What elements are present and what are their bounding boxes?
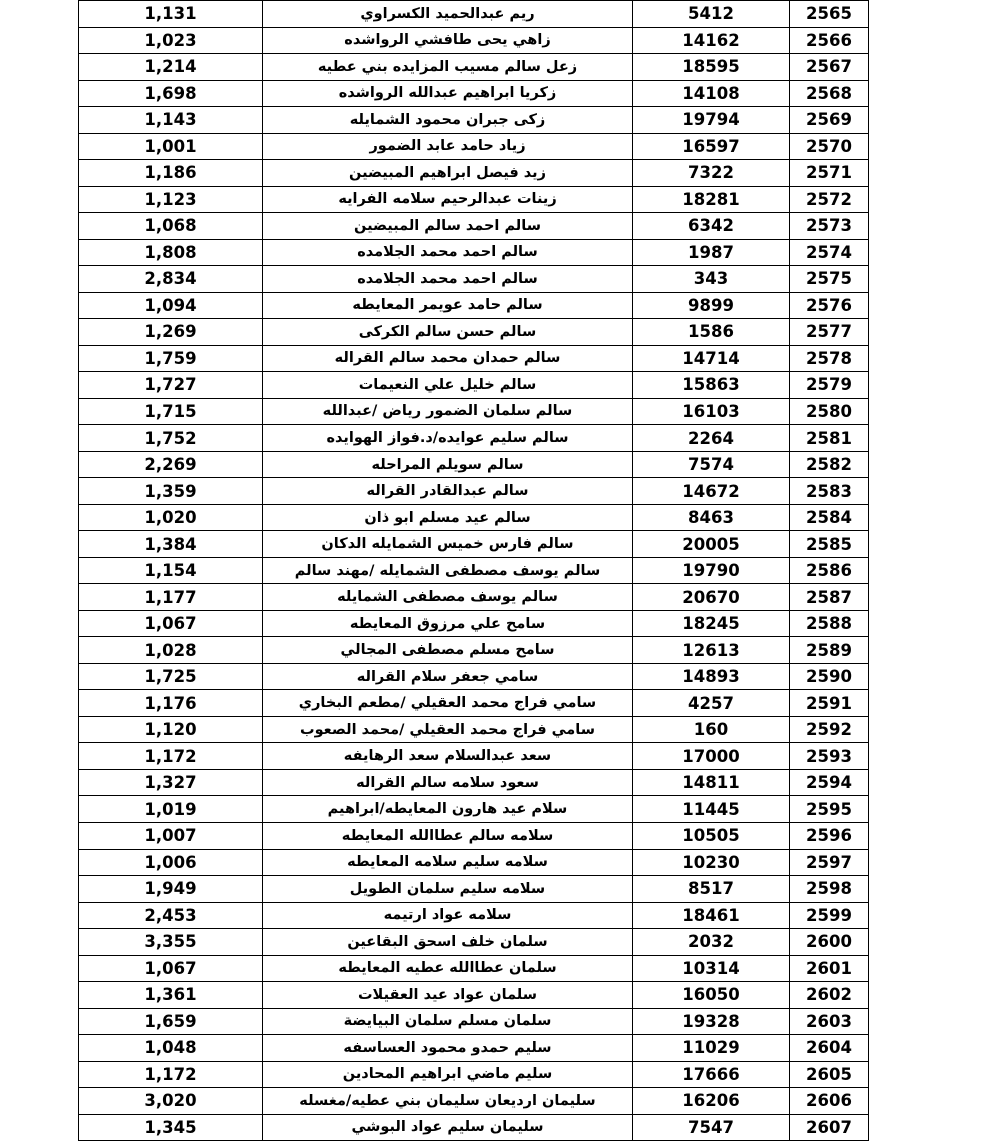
sequence-cell: 2596 xyxy=(790,822,869,849)
number-cell: 2032 xyxy=(633,929,790,956)
name-cell: سالم فارس خميس الشمايله الدكان xyxy=(263,531,633,558)
number-cell: 14811 xyxy=(633,769,790,796)
number-cell: 14162 xyxy=(633,27,790,54)
amount-cell: 1,361 xyxy=(79,982,263,1009)
sequence-cell: 2566 xyxy=(790,27,869,54)
amount-cell: 2,453 xyxy=(79,902,263,929)
table-row xyxy=(79,54,869,81)
number-cell: 16597 xyxy=(633,133,790,160)
amount-cell: 1,131 xyxy=(79,1,263,28)
number-cell: 14672 xyxy=(633,478,790,505)
amount-cell: 1,067 xyxy=(79,610,263,637)
amount-cell: 1,028 xyxy=(79,637,263,664)
name-cell: ريم عبدالحميد الكسراوي xyxy=(263,1,633,28)
name-cell: سليم ماضي ابراهيم المحادين xyxy=(263,1061,633,1088)
sequence-cell: 2565 xyxy=(790,1,869,28)
table-row xyxy=(79,451,869,478)
sequence-cell: 2568 xyxy=(790,80,869,107)
number-cell: 14714 xyxy=(633,345,790,372)
table-row xyxy=(79,213,869,240)
sequence-cell: 2575 xyxy=(790,266,869,293)
name-cell: زينات عبدالرحيم سلامه الفرايه xyxy=(263,186,633,213)
name-cell: زكريا ابراهيم عبدالله الرواشده xyxy=(263,80,633,107)
sequence-cell: 2605 xyxy=(790,1061,869,1088)
amount-cell: 1,176 xyxy=(79,690,263,717)
number-cell: 20670 xyxy=(633,584,790,611)
name-cell: سالم سويلم المراحله xyxy=(263,451,633,478)
name-cell: زيد فيصل ابراهيم المبيضين xyxy=(263,160,633,187)
sequence-cell: 2572 xyxy=(790,186,869,213)
table-row xyxy=(79,610,869,637)
number-cell: 4257 xyxy=(633,690,790,717)
name-cell: زعل سالم مسيب المزايده بني عطيه xyxy=(263,54,633,81)
table-row xyxy=(79,107,869,134)
number-cell: 1586 xyxy=(633,319,790,346)
table-row xyxy=(79,186,869,213)
table-row xyxy=(79,27,869,54)
name-cell: سالم يوسف مصطفى الشمايله /مهند سالم xyxy=(263,557,633,584)
table-row xyxy=(79,292,869,319)
amount-cell: 1,006 xyxy=(79,849,263,876)
sequence-cell: 2606 xyxy=(790,1088,869,1115)
table-row xyxy=(79,929,869,956)
amount-cell: 1,345 xyxy=(79,1114,263,1141)
number-cell: 18595 xyxy=(633,54,790,81)
name-cell: زاهي يحى طافشي الرواشده xyxy=(263,27,633,54)
name-cell: زياد حامد عابد الضمور xyxy=(263,133,633,160)
name-cell: سلامه سليم سلمان الطويل xyxy=(263,876,633,903)
table-row xyxy=(79,849,869,876)
table-row xyxy=(79,769,869,796)
name-cell: سامي فراج محمد العقيلي /محمد الصعوب xyxy=(263,716,633,743)
amount-cell: 1,172 xyxy=(79,1061,263,1088)
sequence-cell: 2607 xyxy=(790,1114,869,1141)
sequence-cell: 2597 xyxy=(790,849,869,876)
sequence-cell: 2589 xyxy=(790,637,869,664)
number-cell: 11445 xyxy=(633,796,790,823)
amount-cell: 1,186 xyxy=(79,160,263,187)
amount-cell: 1,752 xyxy=(79,425,263,452)
number-cell: 5412 xyxy=(633,1,790,28)
number-cell: 10230 xyxy=(633,849,790,876)
name-cell: سالم احمد سالم المبيضين xyxy=(263,213,633,240)
table-row xyxy=(79,266,869,293)
number-cell: 15863 xyxy=(633,372,790,399)
sequence-cell: 2593 xyxy=(790,743,869,770)
table-row xyxy=(79,982,869,1009)
name-cell: سالم حامد عويمر المعايطه xyxy=(263,292,633,319)
sequence-cell: 2600 xyxy=(790,929,869,956)
amount-cell: 1,143 xyxy=(79,107,263,134)
amount-cell: 3,355 xyxy=(79,929,263,956)
table-row xyxy=(79,345,869,372)
sequence-cell: 2594 xyxy=(790,769,869,796)
name-cell: سلمان عواد عيد العقيلات xyxy=(263,982,633,1009)
table-row xyxy=(79,557,869,584)
table-row xyxy=(79,80,869,107)
table-row xyxy=(79,531,869,558)
name-cell: سلمان عطاالله عطيه المعايطه xyxy=(263,955,633,982)
sequence-cell: 2576 xyxy=(790,292,869,319)
sequence-cell: 2595 xyxy=(790,796,869,823)
name-cell: سعود سلامه سالم القراله xyxy=(263,769,633,796)
number-cell: 2264 xyxy=(633,425,790,452)
amount-cell: 1,269 xyxy=(79,319,263,346)
table-row xyxy=(79,160,869,187)
name-cell: سلامه سليم سلامه المعايطه xyxy=(263,849,633,876)
amount-cell: 1,384 xyxy=(79,531,263,558)
name-cell: سلامه سالم عطاالله المعايطه xyxy=(263,822,633,849)
name-cell: سالم عيد مسلم ابو ذان xyxy=(263,504,633,531)
number-cell: 16206 xyxy=(633,1088,790,1115)
sequence-cell: 2591 xyxy=(790,690,869,717)
table-row xyxy=(79,716,869,743)
sequence-cell: 2602 xyxy=(790,982,869,1009)
sequence-cell: 2590 xyxy=(790,663,869,690)
number-cell: 7574 xyxy=(633,451,790,478)
number-cell: 160 xyxy=(633,716,790,743)
number-cell: 16050 xyxy=(633,982,790,1009)
amount-cell: 1,659 xyxy=(79,1008,263,1035)
name-cell: سالم خليل علي النعيمات xyxy=(263,372,633,399)
table-row xyxy=(79,133,869,160)
number-cell: 8517 xyxy=(633,876,790,903)
amount-cell: 1,727 xyxy=(79,372,263,399)
table-row xyxy=(79,822,869,849)
amount-cell: 1,177 xyxy=(79,584,263,611)
sequence-cell: 2574 xyxy=(790,239,869,266)
amount-cell: 1,019 xyxy=(79,796,263,823)
amount-cell: 1,725 xyxy=(79,663,263,690)
name-cell: سالم حسن سالم الكركى xyxy=(263,319,633,346)
name-cell: سالم احمد محمد الجلامده xyxy=(263,266,633,293)
number-cell: 18281 xyxy=(633,186,790,213)
table-row xyxy=(79,1088,869,1115)
table-row xyxy=(79,319,869,346)
amount-cell: 2,269 xyxy=(79,451,263,478)
table-row xyxy=(79,796,869,823)
table-row xyxy=(79,504,869,531)
name-cell: سامح مسلم مصطفى المجالي xyxy=(263,637,633,664)
name-cell: سليمان سليم عواد البوشي xyxy=(263,1114,633,1141)
number-cell: 11029 xyxy=(633,1035,790,1062)
table-row xyxy=(79,372,869,399)
number-cell: 19794 xyxy=(633,107,790,134)
table-row xyxy=(79,637,869,664)
amount-cell: 1,020 xyxy=(79,504,263,531)
number-cell: 19328 xyxy=(633,1008,790,1035)
sequence-cell: 2579 xyxy=(790,372,869,399)
name-cell: سليم حمدو محمود العساسفه xyxy=(263,1035,633,1062)
amount-cell: 1,698 xyxy=(79,80,263,107)
number-cell: 14893 xyxy=(633,663,790,690)
amount-cell: 1,949 xyxy=(79,876,263,903)
table-row xyxy=(79,743,869,770)
table-row xyxy=(79,425,869,452)
number-cell: 343 xyxy=(633,266,790,293)
number-cell: 14108 xyxy=(633,80,790,107)
number-cell: 17666 xyxy=(633,1061,790,1088)
amount-cell: 1,154 xyxy=(79,557,263,584)
number-cell: 1987 xyxy=(633,239,790,266)
amount-cell: 1,068 xyxy=(79,213,263,240)
sequence-cell: 2584 xyxy=(790,504,869,531)
sequence-cell: 2585 xyxy=(790,531,869,558)
amount-cell: 1,172 xyxy=(79,743,263,770)
number-cell: 8463 xyxy=(633,504,790,531)
sequence-cell: 2601 xyxy=(790,955,869,982)
table-row xyxy=(79,584,869,611)
name-cell: سامح علي مرزوق المعايطه xyxy=(263,610,633,637)
table-row xyxy=(79,478,869,505)
sequence-cell: 2588 xyxy=(790,610,869,637)
sequence-cell: 2582 xyxy=(790,451,869,478)
amount-cell: 3,020 xyxy=(79,1088,263,1115)
sequence-cell: 2587 xyxy=(790,584,869,611)
table-row xyxy=(79,690,869,717)
name-cell: سامي جعفر سلام القراله xyxy=(263,663,633,690)
number-cell: 19790 xyxy=(633,557,790,584)
amount-cell: 1,120 xyxy=(79,716,263,743)
name-cell: زكى جبران محمود الشمايله xyxy=(263,107,633,134)
number-cell: 9899 xyxy=(633,292,790,319)
sequence-cell: 2586 xyxy=(790,557,869,584)
table-row xyxy=(79,1061,869,1088)
sequence-cell: 2567 xyxy=(790,54,869,81)
table-row xyxy=(79,1,869,28)
number-cell: 12613 xyxy=(633,637,790,664)
table-row xyxy=(79,663,869,690)
table-row xyxy=(79,1114,869,1141)
name-cell: سالم سليم عوايده/د.فواز الهوايده xyxy=(263,425,633,452)
number-cell: 17000 xyxy=(633,743,790,770)
sequence-cell: 2599 xyxy=(790,902,869,929)
number-cell: 10314 xyxy=(633,955,790,982)
name-cell: سعد عبدالسلام سعد الرهايفه xyxy=(263,743,633,770)
name-cell: سالم عبدالقادر القراله xyxy=(263,478,633,505)
sequence-cell: 2580 xyxy=(790,398,869,425)
amount-cell: 1,359 xyxy=(79,478,263,505)
number-cell: 7322 xyxy=(633,160,790,187)
amount-cell: 1,759 xyxy=(79,345,263,372)
sequence-cell: 2598 xyxy=(790,876,869,903)
sequence-cell: 2581 xyxy=(790,425,869,452)
name-cell: سلام عيد هارون المعايطه/ابراهيم xyxy=(263,796,633,823)
sequence-cell: 2604 xyxy=(790,1035,869,1062)
amount-cell: 1,001 xyxy=(79,133,263,160)
name-cell: سلامه عواد ارتيمه xyxy=(263,902,633,929)
records-table-body xyxy=(79,1,869,1141)
amount-cell: 1,067 xyxy=(79,955,263,982)
number-cell: 20005 xyxy=(633,531,790,558)
name-cell: سالم سلمان الضمور رياض /عبدالله xyxy=(263,398,633,425)
amount-cell: 1,023 xyxy=(79,27,263,54)
amount-cell: 1,327 xyxy=(79,769,263,796)
table-row xyxy=(79,902,869,929)
name-cell: سلمان مسلم سلمان البيايضة xyxy=(263,1008,633,1035)
table-row xyxy=(79,398,869,425)
name-cell: سامي فراج محمد العقيلي /مطعم البخاري xyxy=(263,690,633,717)
table-row xyxy=(79,955,869,982)
sequence-cell: 2583 xyxy=(790,478,869,505)
sequence-cell: 2578 xyxy=(790,345,869,372)
sequence-cell: 2570 xyxy=(790,133,869,160)
number-cell: 6342 xyxy=(633,213,790,240)
number-cell: 16103 xyxy=(633,398,790,425)
name-cell: سالم احمد محمد الجلامده xyxy=(263,239,633,266)
number-cell: 18245 xyxy=(633,610,790,637)
number-cell: 10505 xyxy=(633,822,790,849)
sequence-cell: 2577 xyxy=(790,319,869,346)
amount-cell: 2,834 xyxy=(79,266,263,293)
sequence-cell: 2569 xyxy=(790,107,869,134)
amount-cell: 1,048 xyxy=(79,1035,263,1062)
amount-cell: 1,214 xyxy=(79,54,263,81)
table-row xyxy=(79,1035,869,1062)
number-cell: 18461 xyxy=(633,902,790,929)
sequence-cell: 2571 xyxy=(790,160,869,187)
amount-cell: 1,123 xyxy=(79,186,263,213)
sequence-cell: 2592 xyxy=(790,716,869,743)
records-table xyxy=(78,0,869,1141)
amount-cell: 1,715 xyxy=(79,398,263,425)
amount-cell: 1,007 xyxy=(79,822,263,849)
name-cell: سالم حمدان محمد سالم القراله xyxy=(263,345,633,372)
number-cell: 7547 xyxy=(633,1114,790,1141)
table-row xyxy=(79,239,869,266)
amount-cell: 1,094 xyxy=(79,292,263,319)
name-cell: سلمان خلف اسحق البقاعين xyxy=(263,929,633,956)
name-cell: سليمان ارديعان سليمان بني عطيه/مغسله xyxy=(263,1088,633,1115)
sequence-cell: 2603 xyxy=(790,1008,869,1035)
amount-cell: 1,808 xyxy=(79,239,263,266)
sequence-cell: 2573 xyxy=(790,213,869,240)
table-row xyxy=(79,1008,869,1035)
table-row xyxy=(79,876,869,903)
name-cell: سالم يوسف مصطفى الشمايله xyxy=(263,584,633,611)
